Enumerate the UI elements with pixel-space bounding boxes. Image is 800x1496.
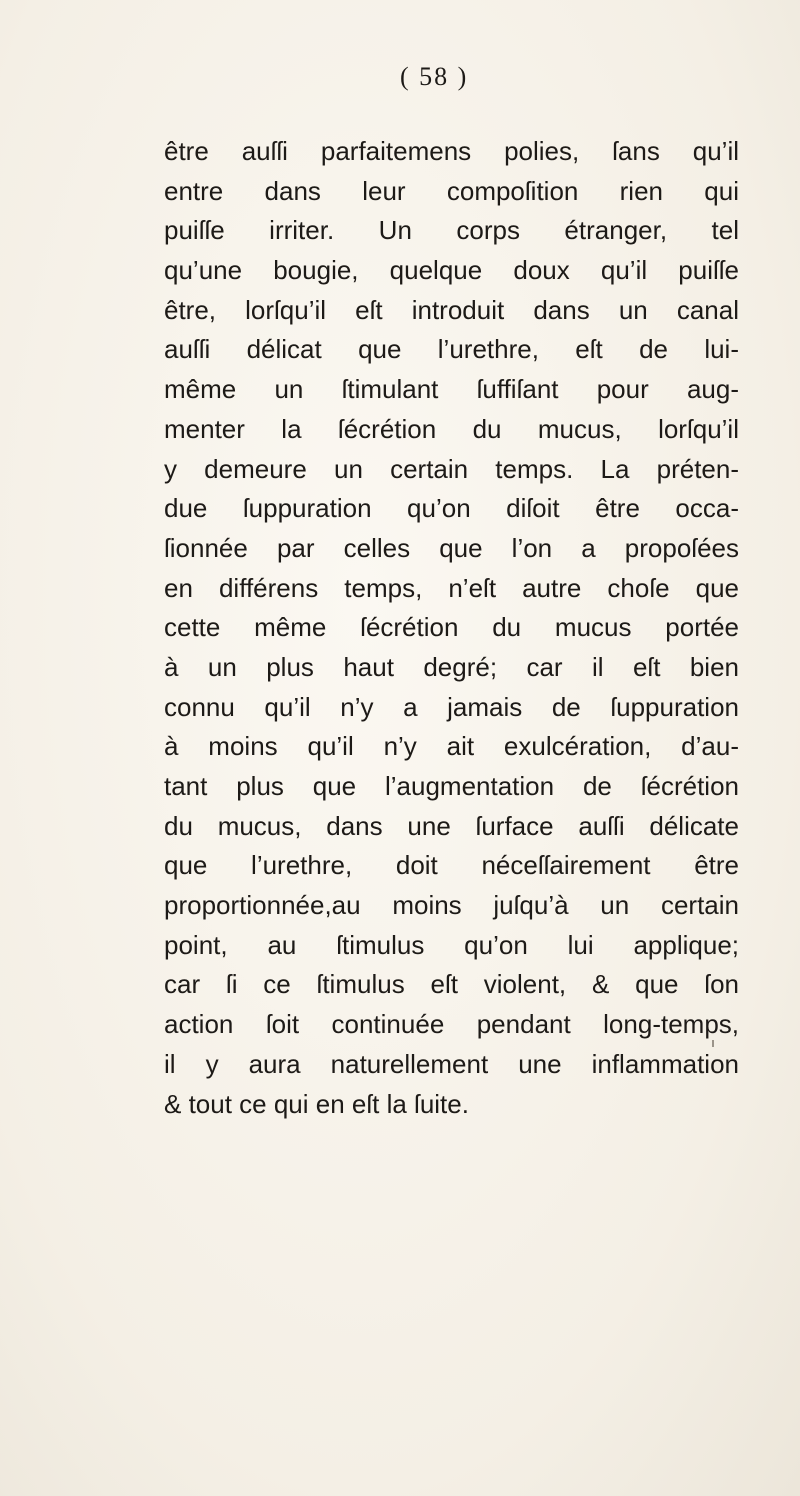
- text-line: y demeure un certain temps. La préten-: [164, 453, 739, 484]
- text-line: action ſoit continuée pendant long-temps,: [164, 1009, 739, 1040]
- text-line: menter la ſécrétion du mucus, lorſqu’il: [164, 413, 739, 444]
- text-line: du mucus, dans une ſurface auſſi délicate: [164, 810, 739, 841]
- text-line: puiſſe irriter. Un corps étranger, tel: [164, 215, 739, 246]
- text-line: que l’urethre, doit néceſſairement être: [164, 850, 739, 881]
- text-line: même un ſtimulant ſuffiſant pour aug-: [164, 374, 739, 405]
- text-line: entre dans leur compoſition rien qui: [164, 175, 739, 206]
- text-line: à moins qu’il n’y ait exulcération, d’au-: [164, 731, 739, 762]
- text-line: proportionnée,au moins juſqu’à un certain: [164, 890, 739, 921]
- text-line: être, lorſqu’il eſt introduit dans un canal: [164, 294, 739, 325]
- page-number: ( 58 ): [400, 62, 469, 91]
- text-line: point, au ſtimulus qu’on lui applique;: [164, 929, 739, 960]
- text-line: connu qu’il n’y a jamais de ſuppuration: [164, 691, 739, 722]
- text-line: il y aura naturellement une inflammation: [164, 1048, 739, 1079]
- text-line: ſionnée par celles que l’on a propoſées: [164, 532, 739, 563]
- text-line: due ſuppuration qu’on diſoit être occa-: [164, 493, 739, 524]
- text-line: cette même ſécrétion du mucus portée: [164, 612, 739, 643]
- text-line: car ſi ce ſtimulus eſt violent, & que ſon: [164, 969, 739, 1000]
- text-line: être auſſi parfaitemens polies, ſans qu’il: [164, 136, 739, 166]
- text-line: tant plus que l’augmentation de ſécrétion: [164, 771, 739, 801]
- text-line: & tout ce qui en eſt la ſuite.: [164, 1088, 469, 1119]
- text-line: auſſi délicat que l’urethre, eſt de lui-: [164, 334, 739, 365]
- text-line: qu’une bougie, quelque doux qu’il puiſſe: [164, 255, 739, 286]
- paper-speck: [712, 1040, 714, 1047]
- body-text: [164, 132, 739, 1124]
- text-line: en différens temps, n’eſt autre choſe que: [164, 572, 739, 603]
- text-line: à un plus haut degré; car il eſt bien: [164, 651, 739, 682]
